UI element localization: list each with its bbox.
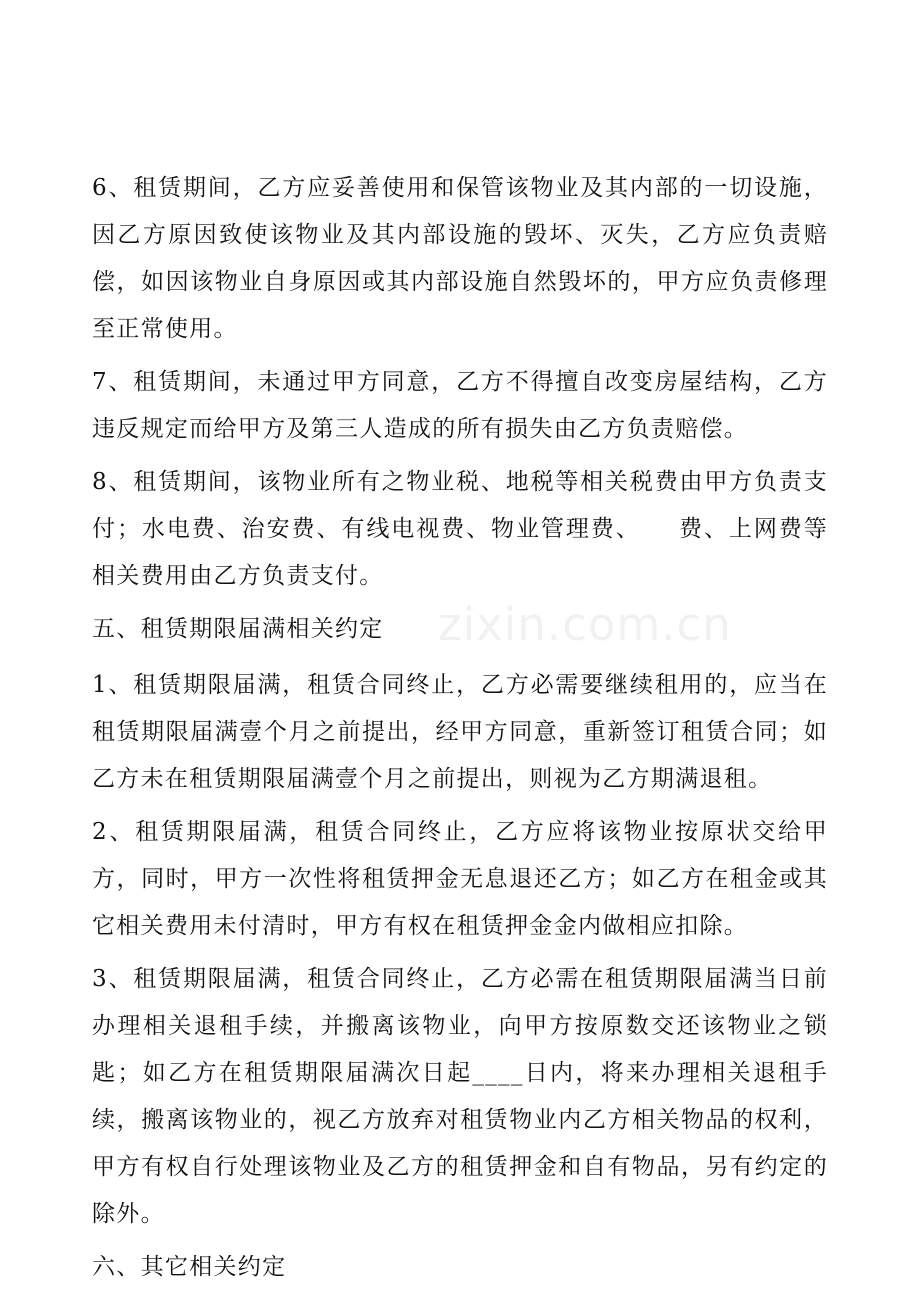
clause-5-2: 2、租赁期限届满，租赁合同终止，乙方应将该物业按原状交给甲方，同时，甲方一次性将租赁押金无息退还乙方；如乙方在租金或其它相关费用未付清时，甲方有权在租赁押金金内做相应扣除。 xyxy=(92,819,828,939)
clause-5-3: 3、租赁期限届满，租赁合同终止，乙方必需在租赁期限届满当日前办理相关退租手续，并搬离该物业，向甲方按原数交还该物业之锁匙；如乙方在租赁期限届满次日起____日内，将来办理相关退租手续，搬离该物业的，视乙方放弃对租赁物业内乙方相关物品的权利，甲方有权自行处理该物业及乙方的租赁押金和自有物品，另有约定的除外。 xyxy=(92,966,828,1227)
clause-7: 7、租赁期间，未通过甲方同意，乙方不得擅自改变房屋结构，乙方违反规定而给甲方及第三人造成的所有损失由乙方负责赔偿。 xyxy=(92,369,828,442)
watermark: zixin.com.cn xyxy=(438,598,732,651)
section-heading-5: 五、租赁期限届满相关约定 xyxy=(92,616,384,642)
document-body xyxy=(92,165,828,1300)
clause-8: 8、租赁期间，该物业所有之物业税、地税等相关税费由甲方负责支付；水电费、治安费、有线电视费、物业管理费、 费、上网费等相关费用由乙方负责支付。 xyxy=(92,469,828,589)
clause-6: 6、租赁期间，乙方应妥善使用和保管该物业及其内部的一切设施，因乙方原因致使该物业及其内部设施的毁坏、灭失，乙方应负责赔偿，如因该物业自身原因或其内部设施自然毁坏的，甲方应负责修理至正常使用。 xyxy=(92,175,828,342)
section-heading-6: 六、其它相关约定 xyxy=(92,1254,287,1280)
clause-5-1: 1、租赁期限届满，租赁合同终止，乙方必需要继续租用的，应当在租赁期限届满壹个月之前提出，经甲方同意，重新签订租赁合同；如乙方未在租赁期限届满壹个月之前提出，则视为乙方期满退租。 xyxy=(92,672,828,792)
